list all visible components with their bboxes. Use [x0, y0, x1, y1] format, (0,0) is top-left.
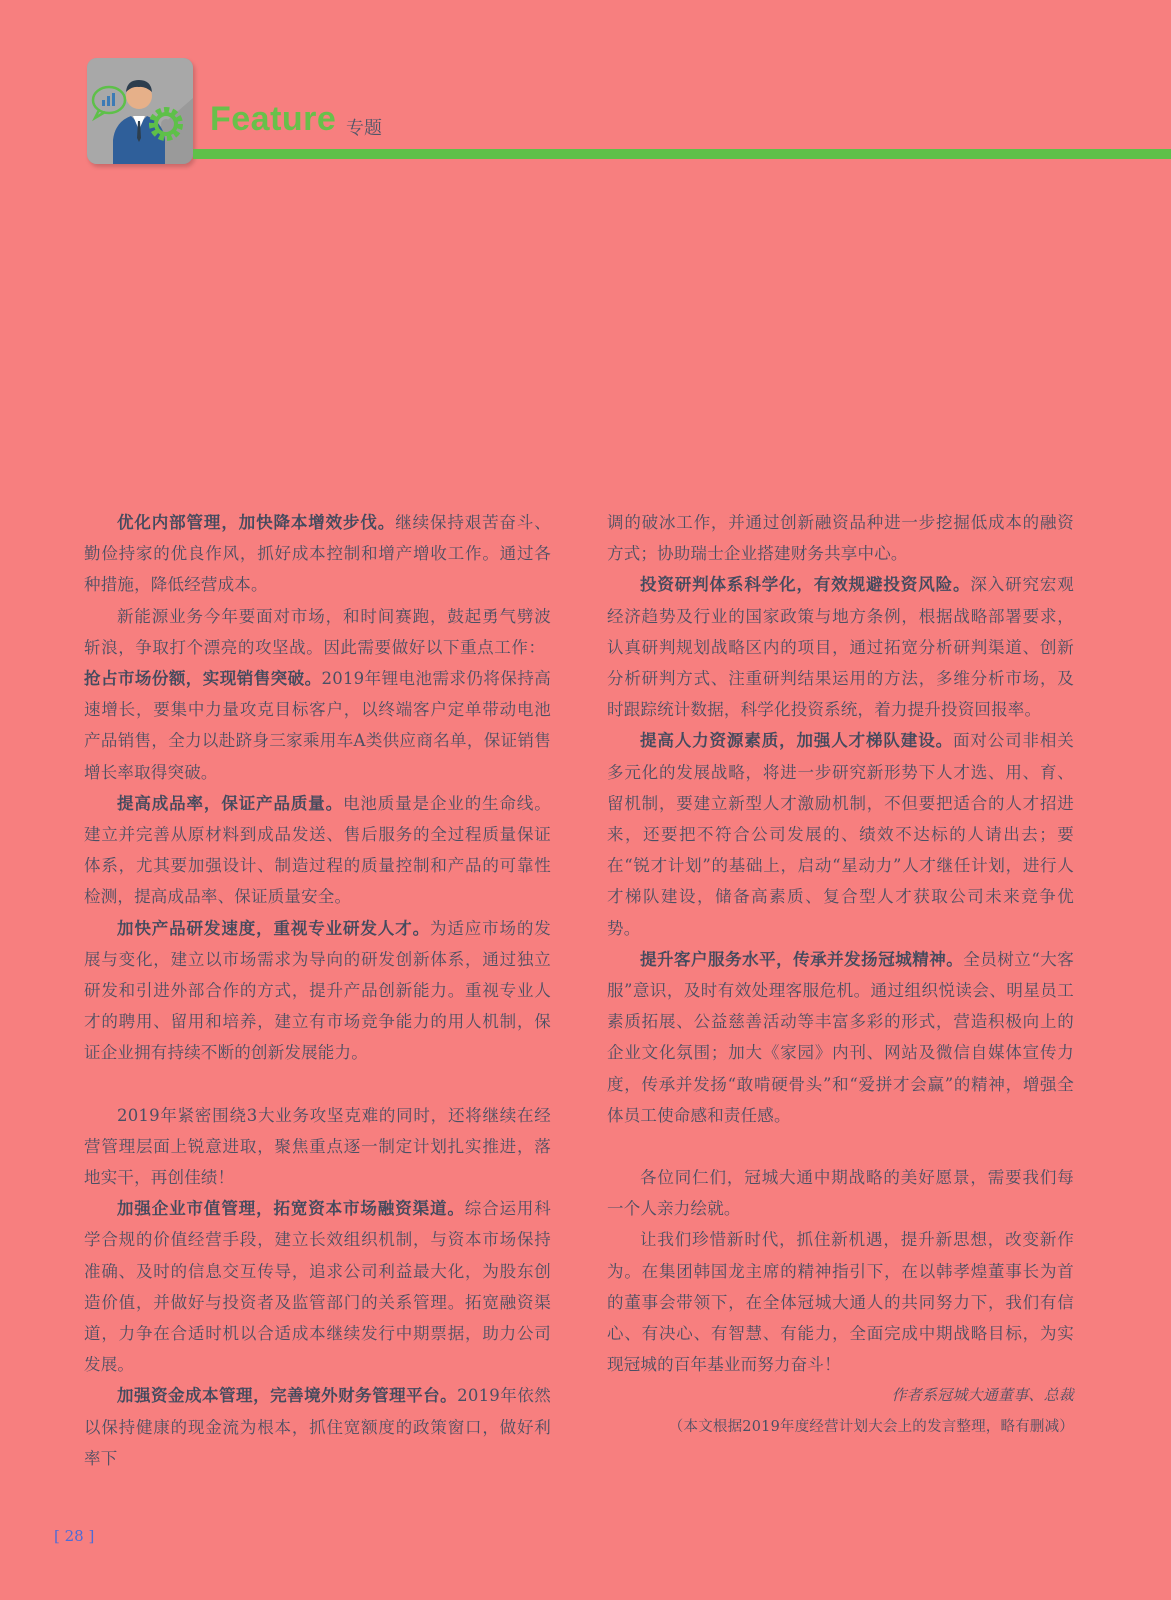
paragraph-heading: 加强企业市值管理，拓宽资本市场融资渠道。: [117, 1199, 465, 1219]
paragraph-heading: 抢占市场份额，实现销售突破。: [84, 669, 322, 689]
paragraph-heading: 加强资金成本管理，完善境外财务管理平台。: [117, 1386, 458, 1406]
spacer: [607, 1131, 1074, 1162]
paragraph-heading: 投资研判体系科学化，有效规避投资风险。: [640, 575, 971, 595]
paragraph: [84, 1100, 551, 1194]
page-number: [ 28 ]: [54, 1527, 95, 1545]
paragraph: [607, 1224, 1074, 1380]
paragraph-text: 为适应市场的发展与变化，建立以市场需求为导向的研发创新体系，通过独立研发和引进外部合作的方式，提升产品创新能力。重视专业人才的聘用、留用和培养，建立有市场竞争能力的用人机制，保证企业拥有持续不断的创新发展能力。: [84, 918, 551, 1063]
paragraph-heading: 提升客户服务水平，传承并发扬冠城精神。: [640, 949, 964, 969]
paragraph: [84, 1193, 551, 1380]
paragraph-heading: 优化内部管理，加快降本增效步伐。: [117, 513, 396, 532]
paragraph-text: 深入研究宏观经济趋势及行业的国家政策与地方条例，根据战略部署要求，认真研判规划战略区内的项目，通过拓宽分析研判渠道、创新分析研判方式、注重研判结果运用的方法，多维分析市场，及时跟踪统计数据，科学化投资系统，着力提升投资回报率。: [607, 575, 1074, 720]
paragraph: [84, 913, 551, 1069]
source-note: （本文根据2019年度经营计划大会上的发言整理，略有删减）: [668, 1418, 1074, 1435]
paragraph: [607, 507, 1074, 569]
paragraph-text: 2019年依然以保持健康的现金流为根本，抓住宽额度的政策窗口，做好利率下: [84, 1386, 551, 1468]
paragraph: [84, 601, 551, 788]
paragraph-text: 综合运用科学合规的价值经营手段，建立长效组织机制，与资本市场保持准确、及时的信息交互传导，追求公司利益最大化，为股东创造价值，并做好与投资者及监管部门的关系管理。拓宽融资渠道，力争在合适时机以合适成本继续发行中期票据，助力公司发展。: [84, 1199, 551, 1375]
spacer: [84, 1069, 551, 1100]
section-title: Feature: [210, 100, 337, 138]
paragraph-heading: 提高人力资源素质，加强人才梯队建设。: [640, 731, 953, 751]
author-signature: 作者系冠城大通董事、总裁: [891, 1386, 1074, 1405]
paragraph-text: 2019年锂电池需求仍将保持高速增长，要集中力量攻克目标客户，以终端客户定单带动电池产品销售，全力以赴跻身三家乘用车A类供应商名单，保证销售增长率取得突破。: [84, 669, 551, 782]
paragraph-text: 电池质量是企业的生命线。建立并完善从原材料到成品发送、售后服务的全过程质量保证体系，尤其要加强设计、制造过程的质量控制和产品的可靠性检测，提高成品率、保证质量安全。: [84, 793, 551, 907]
paragraph: [84, 1380, 551, 1474]
header-icon: [87, 58, 193, 164]
paragraph-heading: 加快产品研发速度，重视专业研发人才。: [117, 918, 430, 938]
section-subtitle: 专题: [346, 118, 382, 139]
paragraph-heading: 提高成品率，保证产品质量。: [117, 793, 344, 813]
paragraph: [84, 507, 551, 601]
paragraph-text: 面对公司非相关多元化的发展战略，将进一步研究新形势下人才选、用、育、留机制，要建立新型人才激励机制，不但要把适合的人才招进来，还要把不符合公司发展的、绩效不达标的人请出去；要在“锐才计划”的基础上，启动“星动力”人才继任计划，进行人才梯队建设，储备高素质、复合型人才获取公司未来竞争优势。: [607, 731, 1074, 938]
paragraph-text: 调的破冰工作，并通过创新融资品种进一步挖掘低成本的融资方式；协助瑞士企业搭建财务共享中心。: [607, 513, 1074, 564]
paragraph-text: 让我们珍惜新时代，抓住新机遇，提升新思想，改变新作为。在集团韩国龙主席的精神指引下，在以韩孝煌董事长为首的董事会带领下，在全体冠城大通人的共同努力下，我们有信心、有决心、有智慧、有能力，全面完成中期战略目标，为实现冠城的百年基业而努力奋斗！: [607, 1230, 1074, 1375]
paragraph: [607, 725, 1074, 943]
header-divider: [193, 149, 1171, 159]
paragraph-text: 新能源业务今年要面对市场，和时间赛跑，鼓起勇气劈波斩浪，争取打个漂亮的攻坚战。因此需要做好以下重点工作：: [84, 606, 551, 657]
paragraph-text: 全员树立“大客服”意识，及时有效处理客服危机。通过组织悦读会、明星员工素质拓展、公益慈善活动等丰富多彩的形式，营造积极向上的企业文化氛围；加大《家园》内刊、网站及微信自媒体宣传力度，传承并发扬“敢啃硬骨头”和“爱拼才会赢”的精神，增强全体员工使命感和责任感。: [607, 949, 1074, 1125]
paragraph: [84, 788, 551, 913]
paragraph: [607, 944, 1074, 1131]
right-column: [607, 507, 1074, 1443]
paragraph-text: 继续保持艰苦奋斗、勤俭持家的优良作风，抓好成本控制和增产增收工作。通过各种措施，降低经营成本。: [84, 513, 551, 595]
paragraph-text: 2019年紧密围绕3大业务攻坚克难的同时，还将继续在经营管理层面上锐意进取，聚焦重点逐一制定计划扎实推进，落地实干，再创佳绩！: [84, 1105, 551, 1188]
left-column: [84, 507, 551, 1474]
paragraph-text: 各位同仁们，冠城大通中期战略的美好愿景，需要我们每一个人亲力绘就。: [607, 1168, 1074, 1219]
paragraph: [607, 1162, 1074, 1224]
paragraph: [607, 569, 1074, 725]
business-person-gear-icon: [87, 58, 193, 164]
